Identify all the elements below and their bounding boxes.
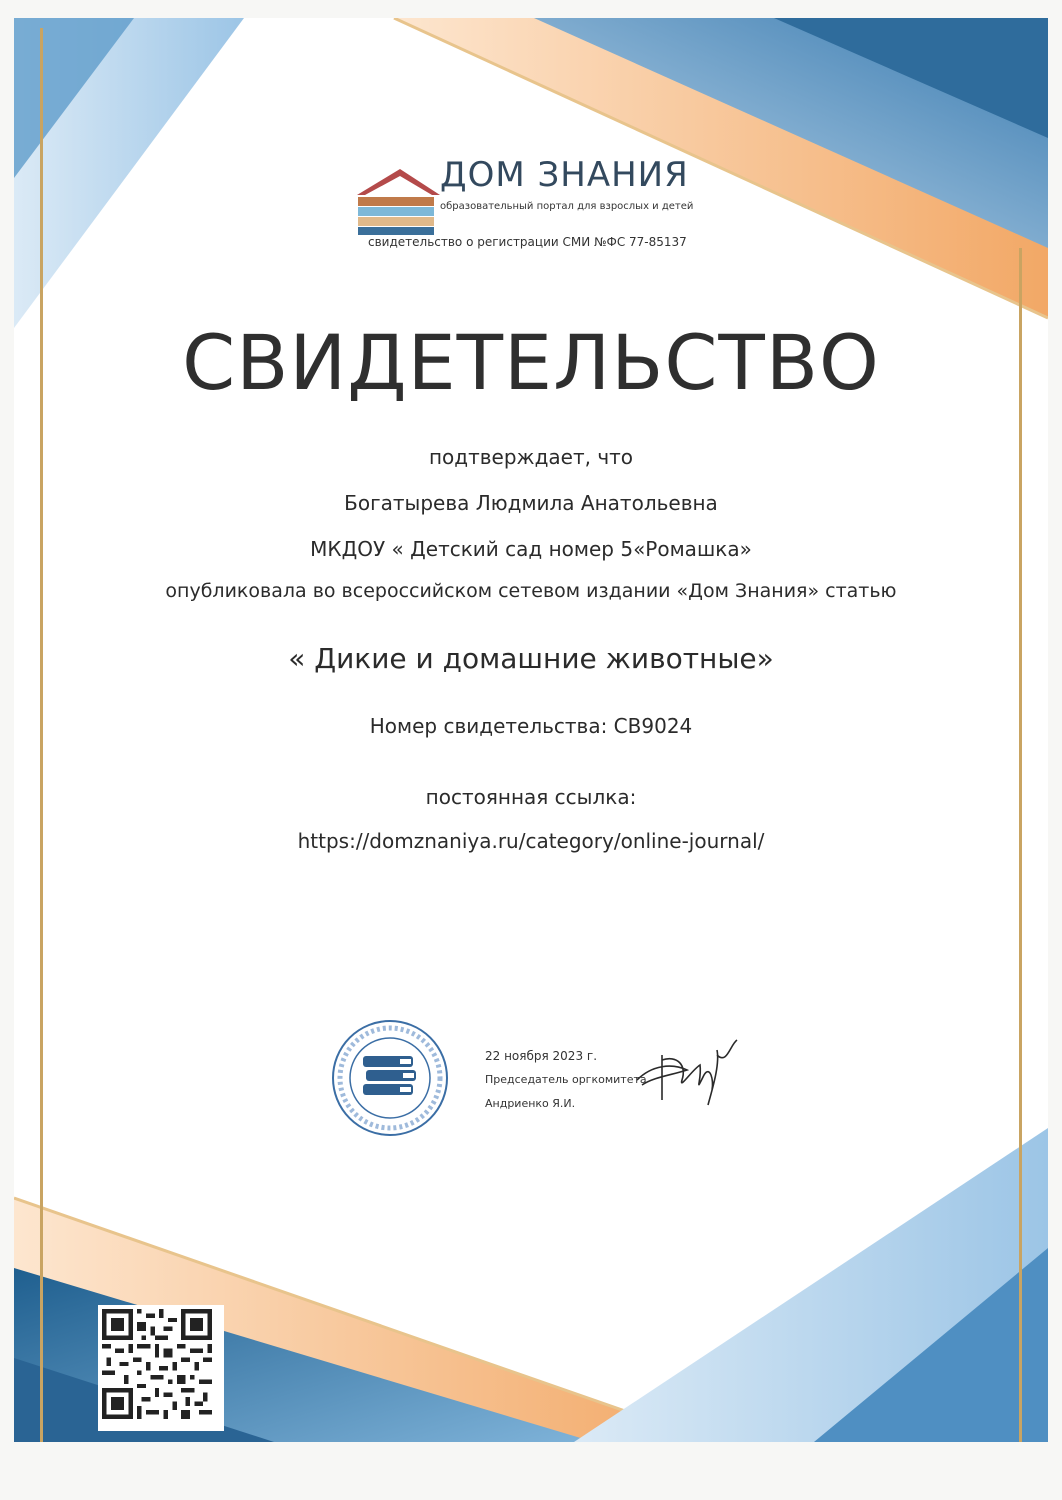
- signer-role: Председатель оргкомитета: [485, 1073, 647, 1086]
- article-title: « Дикие и домашние животные»: [288, 642, 774, 675]
- recipient-name: Богатырева Людмила Анатольевна: [344, 491, 718, 515]
- signer-name: Андриенко Я.И.: [485, 1097, 576, 1110]
- logo: [340, 155, 700, 255]
- link-label: постоянная ссылка:: [425, 785, 637, 809]
- organization: МКДОУ « Детский сад номер 5«Ромашка»: [310, 537, 752, 561]
- logo-title: ДОМ ЗНАНИЯ: [440, 155, 689, 195]
- logo-subtitle: образовательный портал для взрослых и детей: [440, 201, 694, 212]
- issue-date: 22 ноября 2023 г.: [485, 1049, 598, 1063]
- certificate-number: Номер свидетельства: СВ9024: [369, 714, 693, 738]
- books-seal-icon: [330, 1018, 450, 1138]
- permanent-link[interactable]: https://domznaniya.ru/category/online-journal/: [297, 829, 765, 853]
- signature-block: [485, 1044, 647, 1116]
- handwritten-signature: [632, 1035, 742, 1115]
- qr-code-icon[interactable]: [98, 1305, 224, 1431]
- registration-text: свидетельство о регистрации СМИ №ФС 77-85137: [368, 235, 687, 249]
- confirms-text: подтверждает, что: [428, 445, 634, 469]
- published-text: опубликовала во всероссийском сетевом издании «Дом Знания» статью: [165, 580, 897, 602]
- certificate-heading: СВИДЕТЕЛЬСТВО: [182, 318, 880, 407]
- house-books-icon: [352, 167, 442, 237]
